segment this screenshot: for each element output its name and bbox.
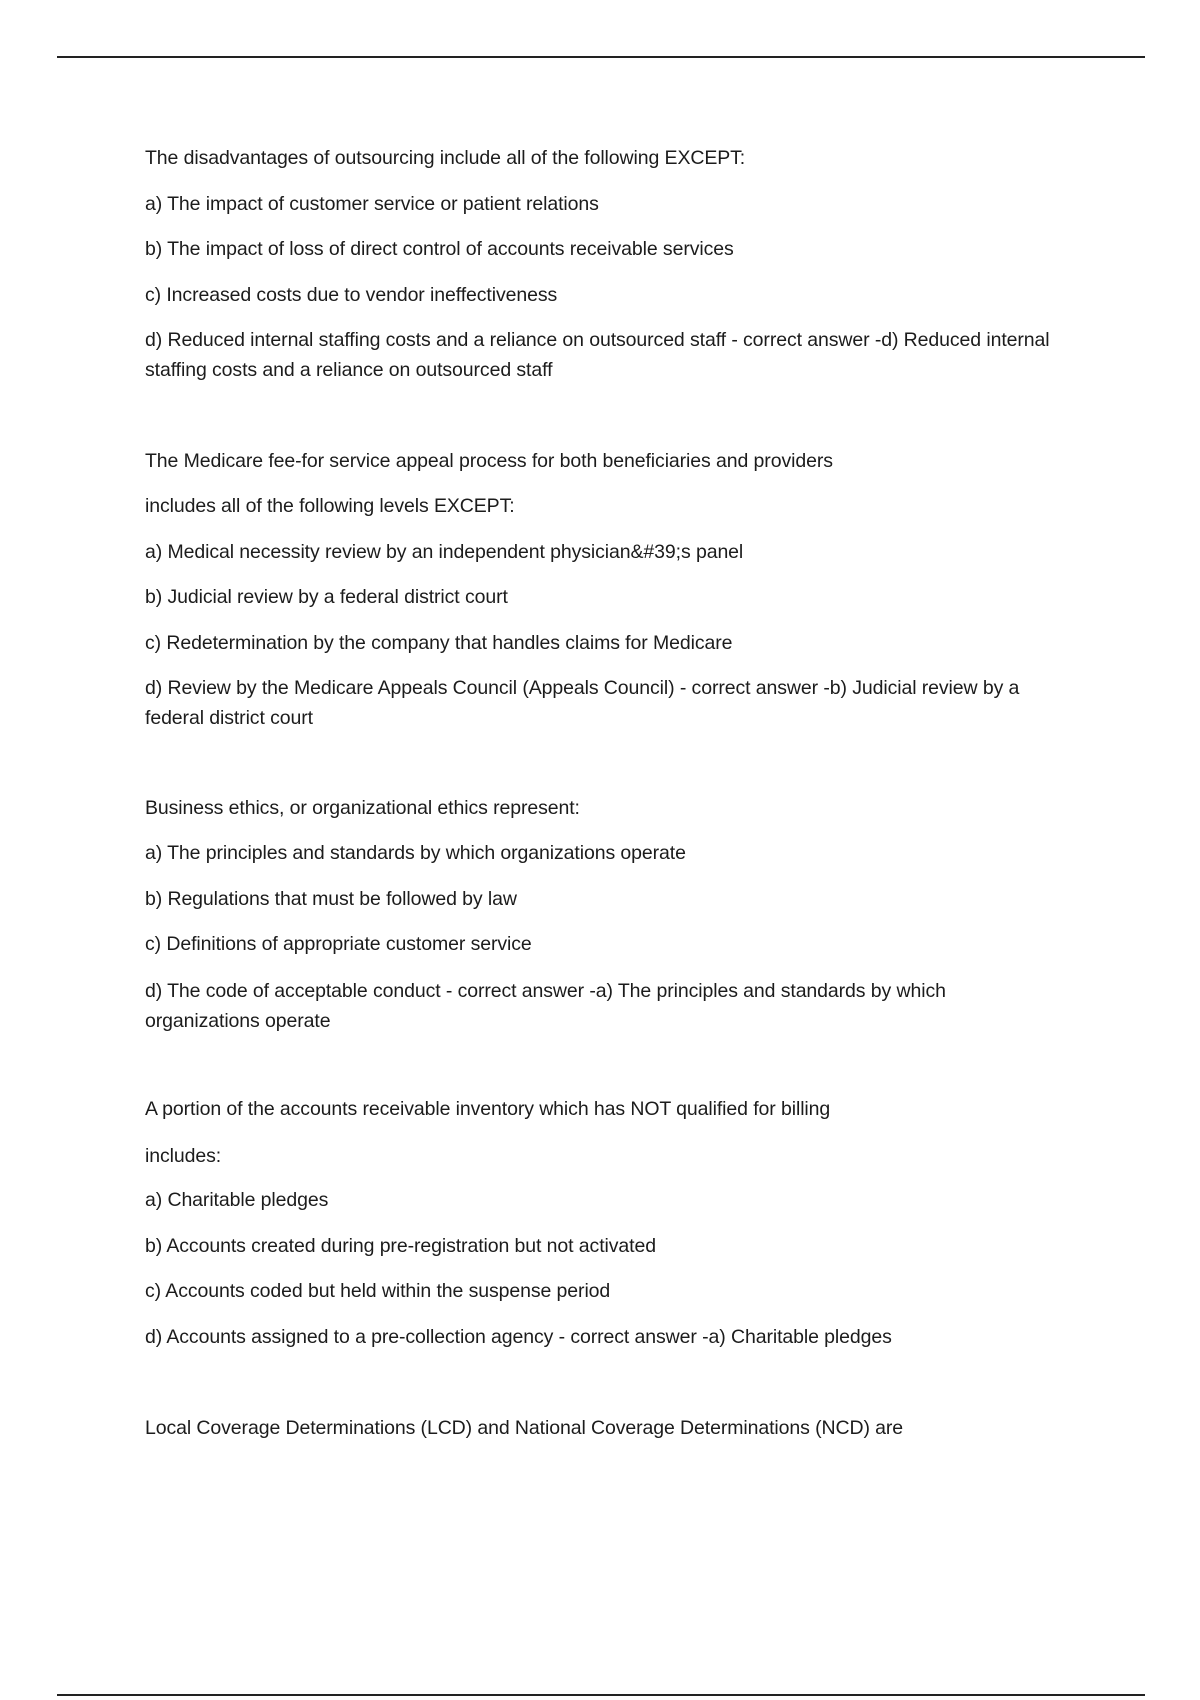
- question-4-option-a: a) Charitable pledges: [145, 1189, 329, 1211]
- question-1-option-c: c) Increased costs due to vendor ineffectiveness: [145, 284, 558, 306]
- question-2-option-a: a) Medical necessity review by an independent physician&#39;s panel: [145, 541, 744, 563]
- question-2-option-c: c) Redetermination by the company that handles claims for Medicare: [145, 632, 733, 654]
- question-5-stem: Local Coverage Determinations (LCD) and National Coverage Determinations (NCD) are: [145, 1417, 904, 1439]
- question-2-stem-line-2: includes all of the following levels EXCEPT:: [145, 495, 515, 517]
- question-3-option-a: a) The principles and standards by which organizations operate: [145, 842, 686, 864]
- question-1-option-a: a) The impact of customer service or patient relations: [145, 193, 599, 215]
- question-2-option-b: b) Judicial review by a federal district court: [145, 586, 508, 608]
- question-1-stem: The disadvantages of outsourcing include all of the following EXCEPT:: [145, 147, 746, 169]
- question-4-option-c: c) Accounts coded but held within the suspense period: [145, 1280, 611, 1302]
- question-3-option-d: d) The code of acceptable conduct - correct answer -a) The principles and standards by which organizations operate: [145, 980, 946, 1032]
- question-4-option-d: d) Accounts assigned to a pre-collection agency - correct answer -a) Charitable pledges: [145, 1326, 892, 1348]
- question-3-option-c: c) Definitions of appropriate customer service: [145, 933, 532, 955]
- question-4-option-b: b) Accounts created during pre-registration but not activated: [145, 1235, 656, 1257]
- question-3-stem: Business ethics, or organizational ethics represent:: [145, 797, 580, 819]
- footer-rule: [57, 1694, 1145, 1696]
- question-4-stem-line-2: includes:: [145, 1145, 222, 1167]
- question-4-stem-line-1: A portion of the accounts receivable inventory which has NOT qualified for billing: [145, 1098, 831, 1120]
- header-rule: [57, 56, 1145, 58]
- question-1-option-d: d) Reduced internal staffing costs and a reliance on outsourced staff - correct answer -d) Reduced internal staffing costs and a reliance on outsourced staff: [145, 329, 1050, 381]
- question-3-option-b: b) Regulations that must be followed by law: [145, 888, 517, 910]
- question-2-option-d: d) Review by the Medicare Appeals Council (Appeals Council) - correct answer -b) Judicial review by a federal district court: [145, 677, 1020, 729]
- question-1-option-b: b) The impact of loss of direct control of accounts receivable services: [145, 238, 734, 260]
- question-2-stem-line-1: The Medicare fee-for service appeal process for both beneficiaries and providers: [145, 450, 833, 472]
